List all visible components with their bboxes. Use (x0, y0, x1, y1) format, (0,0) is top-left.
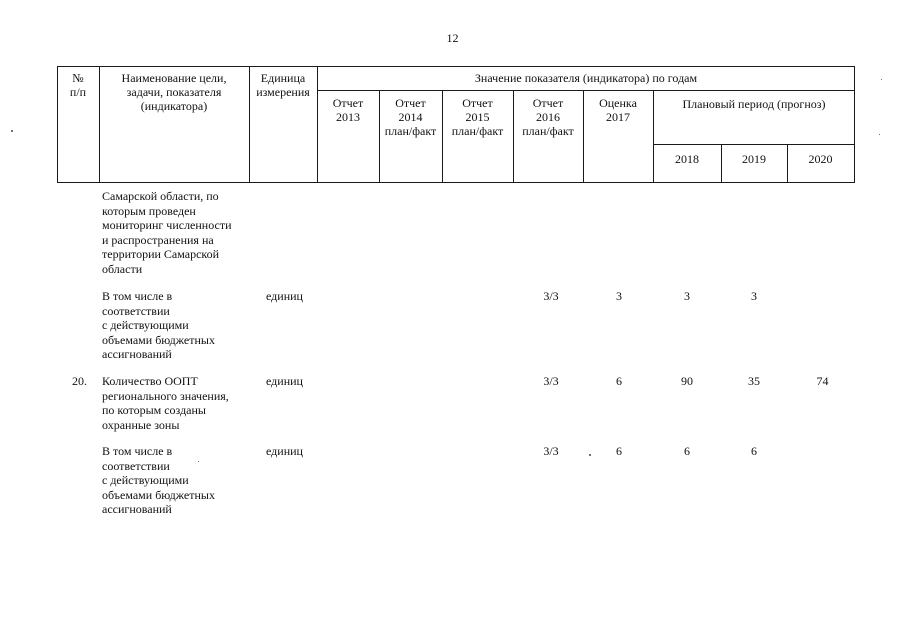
header-unit (249, 71, 317, 99)
row-name (102, 289, 262, 362)
header-col-2016 (513, 96, 583, 138)
row-name-line: объемами бюджетных (102, 332, 215, 347)
page-number: 12 (446, 31, 459, 45)
header-col-line: план/факт (451, 124, 504, 138)
row-name-line: объемами бюджетных (102, 487, 215, 502)
row-name (102, 444, 262, 517)
header-col-2020: 2020 (808, 152, 833, 166)
row-value-2017: 6 (616, 444, 622, 458)
row-value-2016: 3/3 (543, 444, 559, 458)
row-value-2018: 3 (684, 289, 690, 303)
scan-speck (881, 79, 882, 80)
header-name-line: (индикатора) (140, 99, 208, 113)
header-col-line: план/факт (384, 124, 437, 138)
table-header (57, 66, 855, 183)
header-rule-values (317, 90, 855, 91)
row-name-line: мониторинг численности (102, 218, 232, 232)
scan-speck (198, 461, 199, 462)
row-value-2019: 3 (751, 289, 757, 303)
row-name (102, 189, 262, 276)
scan-speck (879, 134, 880, 135)
row-name-line: ассигнований (102, 347, 172, 361)
header-col-2014 (379, 96, 442, 138)
header-col-line: Отчет (395, 96, 426, 110)
row-value-2016: 3/3 (543, 289, 559, 303)
row-unit: единиц (266, 289, 303, 303)
row-name-line: соответствии (102, 303, 170, 318)
header-col-line: 2015 (465, 110, 490, 124)
header-col-line: Оценка (599, 96, 637, 110)
row-unit: единиц (266, 374, 303, 388)
row-name-line: соответствии (102, 458, 170, 473)
row-value-2019: 6 (751, 444, 757, 458)
header-name (99, 71, 249, 113)
header-col-line: Отчет (462, 96, 493, 110)
row-name-line: В том числе в (102, 289, 173, 303)
row-name-line: В том числе в (102, 444, 173, 458)
header-name-line: задачи, показателя (126, 85, 222, 99)
scan-speck (11, 130, 13, 132)
header-plan-title: Плановый период (прогноз) (682, 97, 826, 111)
header-values-title: Значение показателя (индикатора) по годам (474, 71, 698, 85)
row-name-line: охранные зоны (102, 417, 180, 432)
row-name-line: которым проведен (102, 203, 196, 218)
header-unit-line: измерения (256, 85, 310, 99)
header-col-line: 2016 (536, 110, 560, 124)
header-rule-bottom (57, 182, 855, 183)
header-col-line: 2017 (606, 110, 630, 124)
header-unit-line: Единица (260, 71, 306, 85)
row-name-line: области (102, 261, 143, 276)
row-name-line: по которым созданы (102, 403, 206, 417)
header-col-2015 (442, 96, 513, 138)
row-name-line: и распространения на (102, 232, 214, 247)
header-col-2018: 2018 (675, 152, 699, 166)
row-name-line: с действующими (102, 318, 189, 332)
header-col-line: 2013 (336, 110, 360, 124)
header-name-line: Наименование цели, (121, 71, 227, 85)
header-col-line: план/факт (522, 124, 574, 138)
header-col-line: Отчет (532, 96, 564, 110)
row-name-line: регионального значения, (102, 388, 229, 403)
row-num: 20. (72, 374, 87, 388)
header-rule-top (57, 66, 855, 67)
row-name-line: с действующими (102, 473, 189, 487)
row-name-line: территории Самарской (102, 247, 220, 261)
header-col-2017 (583, 96, 653, 124)
scan-speck (589, 454, 591, 456)
row-value-2018: 90 (681, 374, 693, 388)
row-value-2020: 74 (816, 374, 829, 388)
header-col-line: Отчет (332, 96, 364, 110)
header-num-line: № (72, 71, 84, 85)
row-name (102, 374, 262, 432)
row-value-2017: 3 (616, 289, 622, 303)
header-col-line: 2014 (398, 110, 423, 124)
header-rule-plan (653, 144, 855, 145)
row-value-2016: 3/3 (543, 374, 559, 388)
header-num (57, 71, 99, 99)
row-name-line: ассигнований (102, 502, 172, 516)
row-value-2017: 6 (616, 374, 622, 388)
row-name-line: Самарской области, по (102, 189, 219, 203)
header-col-2019: 2019 (742, 152, 766, 166)
row-name-line: Количество ООПТ (102, 374, 198, 388)
header-col-2013 (317, 96, 379, 124)
header-num-line: п/п (69, 85, 87, 99)
row-value-2018: 6 (684, 444, 690, 458)
row-unit: единиц (266, 444, 303, 458)
row-value-2019: 35 (748, 374, 760, 388)
